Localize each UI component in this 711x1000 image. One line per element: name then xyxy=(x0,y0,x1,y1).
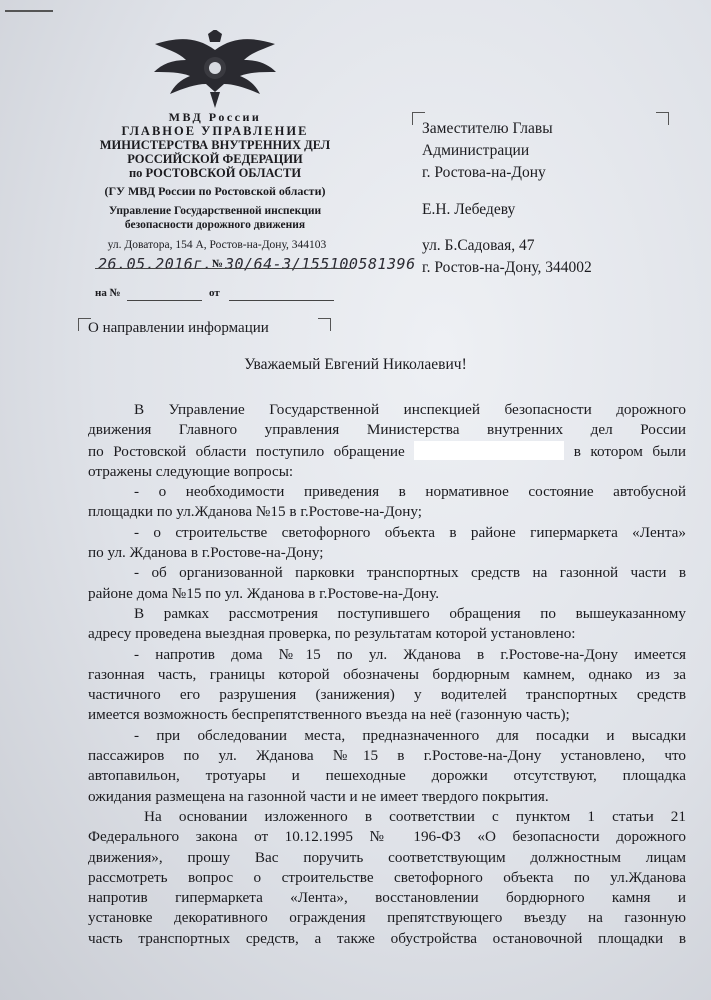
body-line xyxy=(88,441,686,462)
body-line: движения», прошу Вас поручить соответствующим должностным лицам xyxy=(88,848,686,866)
recipient-street: ул. Б.Садовая, 47 xyxy=(422,237,535,254)
body-line: районе дома №15 по ул. Жданова в г.Ростове-на-Дону. xyxy=(88,584,440,602)
letterhead-line-7: безопасности дорожного движения xyxy=(124,219,306,231)
double-headed-eagle-emblem-icon xyxy=(150,30,280,112)
body-line: газонная часть, границы которой обозначены бордюрным камнем, однако из за xyxy=(88,665,686,683)
body-line: площадки по ул.Жданова №15 в г.Ростове-на-Дону; xyxy=(88,503,422,521)
recipient-corner-mark xyxy=(656,112,669,125)
top-edge-mark xyxy=(5,10,53,12)
body-line: имеется возможность беспрепятственного въезда на неё (газонную часть); xyxy=(88,706,570,724)
body-line: отражены следующие вопросы: xyxy=(88,462,294,480)
body-line: напротив гипермаркета «Лента», восстановлении бордюрного камня и xyxy=(88,889,686,907)
redacted-name-block xyxy=(414,441,564,460)
registration-number: 30/64-3/155100581396 xyxy=(225,255,416,273)
na-underline xyxy=(127,300,202,301)
body-line: - о строительстве светофорного объекта в районе гипермаркета «Лента» xyxy=(134,523,686,541)
body-line: - о необходимости приведения в нормативное состояние автобусной xyxy=(134,483,686,501)
letterhead-address: ул. Доватора, 154 А, Ростов-на-Дону, 344103 xyxy=(107,239,327,251)
body-line: На основании изложенного в соответствии с пунктом 1 статьи 21 xyxy=(144,807,686,825)
registration-number-label: № xyxy=(212,258,224,270)
subject-line: О направлении информации xyxy=(88,320,269,336)
body-line: В Управление Государственной инспекцией безопасности дорожного xyxy=(134,401,686,418)
body-line: ожидания размещена на газонной части и не имеет твердого покрытия. xyxy=(88,787,549,805)
body-line: - при обследовании места, предназначенного для посадки и высадки xyxy=(134,726,686,744)
recipient-line-3: г. Ростова-на-Дону xyxy=(422,164,546,181)
recipient-city: г. Ростов-на-Дону, 344002 xyxy=(422,259,592,276)
letterhead-line-3: РОССИЙСКОЙ ФЕДЕРАЦИИ xyxy=(127,152,303,166)
recipient-line-2: Администрации xyxy=(422,142,530,159)
body-line: адресу проведена выездная проверка, по результатам которой установлено: xyxy=(88,625,576,643)
body-line: - напротив дома №15 по ул. Жданова в г.Ростове-на-Дону имеется xyxy=(134,645,686,663)
body-line: движения Главного управления Министерства внутренних дел России xyxy=(88,421,686,439)
body-line: Федерального закона от 10.12.1995 № 196-ФЗ «О безопасности дорожного xyxy=(88,828,686,846)
letterhead-line-1: ГЛАВНОЕ УПРАВЛЕНИЕ xyxy=(121,124,309,138)
body-text: по Ростовской области поступило обращение xyxy=(88,442,405,460)
ot-underline xyxy=(229,300,334,301)
letterhead-line-5: (ГУ МВД России по Ростовской области) xyxy=(104,184,326,198)
recipient-name: Е.Н. Лебедеву xyxy=(422,201,516,218)
body-line: автопавильон, тротуары и пешеходные дорожки отсутствуют, площадка xyxy=(88,767,686,785)
letterhead-line-6: Управление Государственной инспекции xyxy=(108,205,322,217)
body-line: по ул. Жданова в г.Ростове-на-Дону; xyxy=(88,544,324,562)
body-text: в котором были xyxy=(573,442,687,460)
body-line: рассмотреть вопрос о строительстве светофорного объекта по ул.Жданова xyxy=(88,868,686,886)
subject-corner-mark xyxy=(318,318,331,331)
letter-body xyxy=(88,400,686,949)
body-line: пассажиров по ул. Жданова №15 в г.Ростове-на-Дону установлено, что xyxy=(88,747,686,765)
letterhead-line-4: по РОСТОВСКОЙ ОБЛАСТИ xyxy=(128,166,302,180)
letterhead-line-0: МВД России xyxy=(168,110,262,124)
registration-date: 26.05.2016г. xyxy=(98,255,213,273)
recipient-line-1: Заместителю Главы xyxy=(422,120,553,137)
body-line: частичного его разрушения (занижения) у водителей транспортных средств xyxy=(88,686,686,704)
ot-label: от xyxy=(209,287,220,299)
body-line: В рамках рассмотрения поступившего обращения по вышеуказанному xyxy=(134,604,686,622)
body-line: часть транспортных средств, а также обустройства остановочной площадки в xyxy=(88,929,686,947)
body-line: - об организованной парковки транспортных средств на газонной части в xyxy=(134,564,686,582)
salutation: Уважаемый Евгений Николаевич! xyxy=(244,356,467,373)
body-line: установке декоративного ограждения препятствующего въезду на газонную xyxy=(88,909,686,927)
letterhead-line-2: МИНИСТЕРСТВА ВНУТРЕННИХ ДЕЛ xyxy=(99,138,331,152)
registration-underline xyxy=(95,268,350,269)
na-label: на № xyxy=(95,287,121,299)
